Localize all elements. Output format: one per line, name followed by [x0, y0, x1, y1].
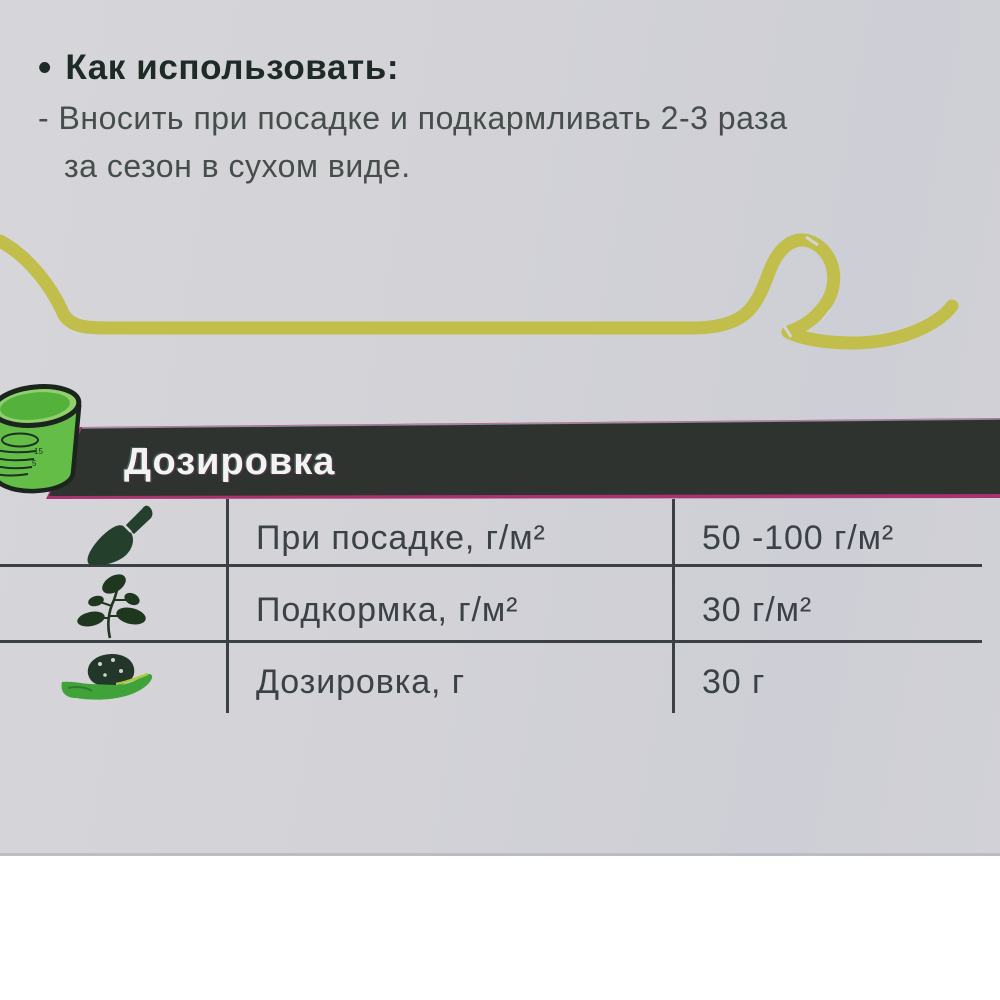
table-column-divider: [672, 499, 675, 713]
sprout-icon: [74, 574, 148, 640]
table-row-label: Подкормка, г/м²: [256, 591, 519, 629]
svg-text:15: 15: [34, 447, 43, 456]
table-row-label: Дозировка, г: [256, 663, 466, 701]
table-row-value: 30 г/м²: [702, 591, 813, 629]
measuring-cup-icon: [0, 383, 100, 505]
swirl-line-decoration: [0, 225, 1000, 365]
section-title: Как использовать:: [65, 48, 400, 87]
hand-soil-icon: [60, 648, 154, 704]
table-row-label: При посадке, г/м²: [256, 519, 546, 557]
instruction-line: за сезон в сухом виде.: [64, 148, 411, 184]
trowel-icon: [82, 503, 154, 565]
table-row-value: 50 -100 г/м²: [702, 519, 895, 557]
svg-text:5: 5: [32, 459, 37, 468]
bullet-icon: •: [38, 47, 52, 89]
instruction-line: - Вносить при посадке и подкармливать 2-3 раза: [38, 100, 788, 136]
dosage-banner-title: Дозировка: [124, 440, 336, 483]
table-row-value: 30 г: [702, 663, 766, 701]
package-bottom-edge: [0, 853, 1000, 856]
table-row-divider: [0, 640, 982, 643]
table-column-divider: [226, 499, 229, 713]
instructions-header: [38, 48, 399, 88]
